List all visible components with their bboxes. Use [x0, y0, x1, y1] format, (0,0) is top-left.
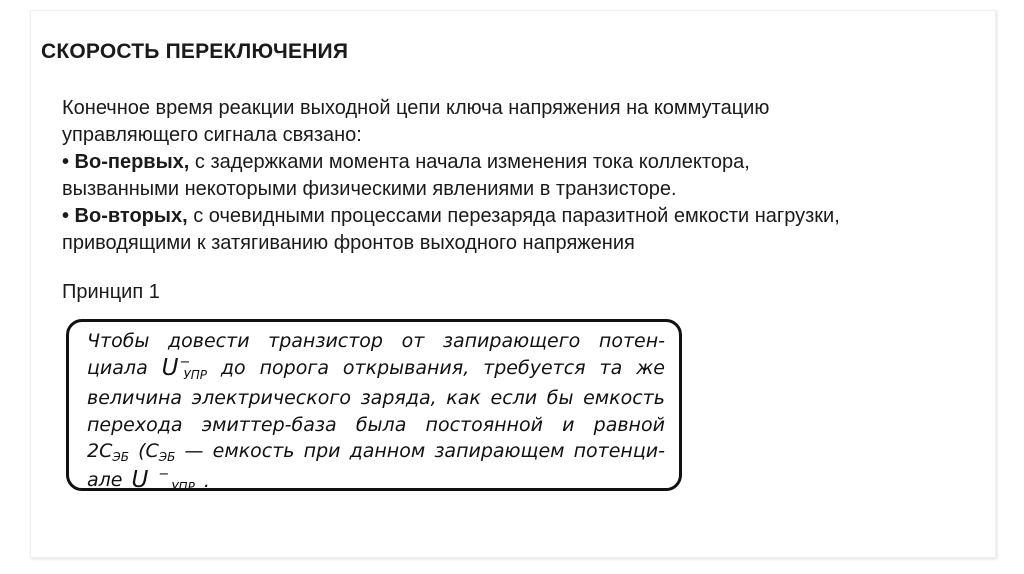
quote-word: как	[446, 387, 481, 409]
intro-line-2: управляющего сигнала связано:	[62, 124, 362, 146]
quote-word: циала	[87, 356, 148, 379]
c-paren: (C	[138, 440, 159, 462]
quote-word: перехода	[87, 413, 183, 436]
quote-word: потенци-	[573, 440, 665, 462]
quote-word: равной	[593, 413, 665, 436]
quote-word: величина	[87, 387, 183, 409]
intro-line-1: Конечное время реакции выходной цепи ключа напряжения на коммутацию	[62, 97, 770, 119]
quote-word: —	[184, 440, 204, 462]
c-subscript: ЭБ	[158, 450, 176, 464]
quote-word: если	[490, 387, 538, 409]
quote-word: открывания,	[342, 356, 470, 379]
bullet-2-lead: • Во-вторых,	[62, 205, 188, 227]
quote-word: емкость	[212, 440, 295, 462]
c-eb-term	[87, 438, 129, 467]
slide-title: СКОРОСТЬ ПЕРЕКЛЮЧЕНИЯ	[41, 40, 349, 63]
u-superscript: −	[179, 354, 191, 370]
quote-word: транзистор	[268, 330, 383, 352]
bullet-1-text: с задержками момента начала изменения тока коллектора,	[189, 151, 750, 173]
quote-line-3	[87, 385, 665, 412]
quote-word: але	[87, 468, 123, 491]
quote-word: довести	[168, 330, 250, 352]
quote-word: заряда,	[360, 387, 437, 409]
quote-word: запирающего	[442, 330, 581, 352]
quote-word: емкость	[583, 387, 665, 409]
quote-word: электрического	[191, 387, 351, 409]
u-upr-symbol	[131, 467, 218, 498]
quote-word: же	[636, 356, 665, 379]
quote-word: эмиттер-база	[201, 413, 337, 436]
quote-word: от	[401, 330, 425, 352]
u-subscript: УПР	[171, 479, 195, 494]
u-upr-symbol	[162, 355, 207, 386]
bullet-2-text: с очевидными процессами перезаряда паразитной емкости нагрузки,	[187, 205, 840, 227]
bullet-2-line-2: приводящими к затягиванию фронтов выходного напряжения	[62, 232, 635, 254]
u-superscript: −	[158, 466, 170, 482]
quote-line-5	[87, 438, 665, 467]
quote-line-4	[87, 412, 665, 439]
quote-word: при	[303, 440, 341, 462]
quote-word: та	[599, 356, 623, 379]
quote-word: бы	[546, 387, 574, 409]
quote-word: до	[220, 356, 246, 379]
quote-word: была	[355, 413, 407, 436]
bullet-1-lead: • Во-первых,	[62, 151, 190, 173]
quote-word: Чтобы	[87, 330, 150, 352]
principle-label: Принцип 1	[62, 281, 160, 303]
u-subscript: УПР	[183, 367, 207, 382]
quote-word: требуется	[483, 356, 586, 379]
bullet-1-line-2: вызванными некоторыми физическими явлениями в транзисторе.	[62, 178, 677, 200]
quote-line-1	[87, 328, 665, 355]
slide-body	[62, 95, 992, 257]
bullet-2	[62, 203, 992, 230]
bullet-1	[62, 149, 992, 176]
quote-word: и	[562, 413, 575, 436]
quote-line-6	[87, 467, 665, 498]
quote-word: запирающем	[434, 440, 565, 462]
quote-period: .	[203, 469, 210, 492]
c-subscript: ЭБ	[112, 450, 129, 464]
quote-line-2	[87, 355, 665, 386]
quote-word: постоянной	[425, 413, 543, 436]
c-eb-paren-term	[138, 438, 175, 467]
quote-word: потен-	[598, 330, 665, 352]
u-letter: U	[131, 466, 149, 493]
quote-word: данном	[349, 440, 426, 462]
principle-quote-box	[66, 319, 682, 494]
quote-word: порога	[259, 356, 329, 379]
c-coef: 2C	[87, 440, 113, 462]
u-letter: U	[161, 354, 179, 381]
